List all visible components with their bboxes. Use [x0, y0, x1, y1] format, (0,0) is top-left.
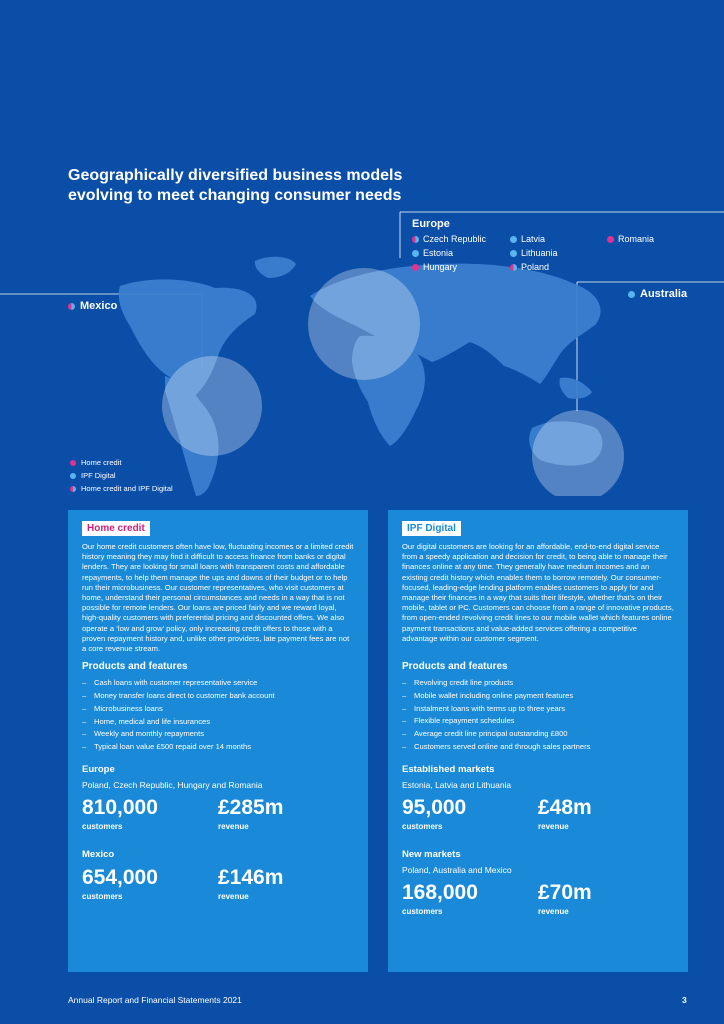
page-title: Geographically diversified business models evolving to meet changing consumer needs: [68, 167, 403, 204]
customers-label: customers: [402, 906, 443, 916]
feature-item: – Flexible repayment schedules: [402, 715, 674, 728]
feature-item: – Instalment loans with terms up to three years: [402, 703, 674, 716]
home-credit-and-ipf-dot: [68, 303, 75, 310]
customers-label: customers: [82, 892, 123, 902]
country-lithuania: Lithuania: [510, 248, 607, 258]
country-hungary: Hungary: [412, 262, 510, 272]
country-latvia: Latvia: [510, 234, 607, 244]
revenue-label: revenue: [538, 821, 569, 831]
home-credit-features-heading: Products and features: [82, 661, 188, 673]
ipf-digital-dot: [628, 291, 635, 298]
home-credit-panel: [68, 510, 368, 972]
market-countries: Poland, Australia and Mexico: [402, 864, 512, 875]
home-credit-and-ipf-dot: [412, 236, 419, 243]
revenue-value: £48m: [538, 795, 592, 819]
country-estonia: Estonia: [412, 248, 510, 258]
customers-label: customers: [402, 821, 443, 831]
ipf-digital-tag: IPF Digital: [402, 521, 461, 536]
feature-item: – Weekly and monthly repayments: [82, 728, 354, 741]
home-credit-and-ipf-dot: [70, 486, 76, 492]
home-credit-dot: [70, 460, 76, 466]
home-credit-features: [82, 677, 354, 754]
revenue-label: revenue: [218, 822, 249, 832]
revenue-label: revenue: [538, 906, 569, 916]
mexico-label: Mexico: [68, 300, 117, 312]
feature-item: – Cash loans with customer representative service: [82, 677, 354, 690]
ipf-digital-dot: [510, 250, 517, 257]
customers-value: 168,000: [402, 880, 478, 904]
market-stats: [402, 881, 674, 916]
home-credit-and-ipf-dot: [510, 264, 517, 271]
market-stats: [402, 796, 674, 831]
australia-highlight: [532, 410, 624, 496]
country-poland: Poland: [510, 262, 607, 272]
market-countries: Estonia, Latvia and Lithuania: [402, 779, 512, 790]
ipf-digital-dot: [70, 473, 76, 479]
legend-both: Home credit and IPF Digital: [70, 482, 173, 495]
feature-item: – Average credit line principal outstanding £800: [402, 728, 674, 741]
legend-ipf-digital: IPF Digital: [70, 469, 173, 482]
market-heading: New markets: [402, 848, 461, 860]
feature-item: – Home, medical and life insurances: [82, 716, 354, 729]
ipf-digital-description: Our digital customers are looking for an affordable, end-to-end digital service from a speedy application and decision for credit, to being able to manage their finances online at any time. They generally have medium incomes and an existing credit history which enables them to borrow remotely. Our consumer-focused, leading-edge lending platform enables customers to apply for and manage their finances in a way that suits their lifestyle, whether that’s on their mobile, tablet or PC. Customers can choose from a range of innovative products, from open-ended revolving credit lines to our mobile wallet which features online payment transactions and value-added services offering a competitive advantage within our customer segment.: [402, 542, 674, 643]
home-credit-dot: [607, 236, 614, 243]
revenue-value: £70m: [538, 880, 592, 904]
europe-label: Europe: [412, 218, 450, 230]
feature-item: – Typical loan value £500 repaid over 14 months: [82, 741, 354, 754]
feature-item: – Money transfer loans direct to customer bank account: [82, 690, 354, 703]
country-romania: Romania: [607, 234, 682, 244]
feature-item: – Mobile wallet including online payment features: [402, 690, 674, 703]
market-stats: [82, 866, 354, 901]
market-heading: Established markets: [402, 763, 495, 775]
revenue-value: £146m: [218, 866, 284, 890]
market-heading: Europe: [82, 764, 115, 776]
legend-home-credit: Home credit: [70, 456, 173, 469]
home-credit-dot: [412, 264, 419, 271]
europe-country-list: [412, 234, 682, 272]
ipf-digital-features-heading: Products and features: [402, 661, 508, 673]
feature-item: – Customers served online and through sales partners: [402, 741, 674, 754]
market-stats: [82, 796, 354, 831]
australia-label: Australia: [628, 288, 687, 300]
customers-value: 95,000: [402, 795, 467, 819]
mexico-highlight: [162, 356, 262, 456]
customers-label: customers: [82, 822, 123, 832]
feature-item: – Microbusiness loans: [82, 703, 354, 716]
country-czech: Czech Republic: [412, 234, 510, 244]
ipf-digital-dot: [412, 250, 419, 257]
customers-value: 654,000: [82, 866, 158, 890]
customers-value: 810,000: [82, 796, 158, 820]
map-legend: [70, 456, 173, 495]
revenue-value: £285m: [218, 796, 284, 820]
ipf-digital-features: [402, 677, 674, 754]
feature-item: – Revolving credit line products: [402, 677, 674, 690]
ipf-digital-panel: [388, 510, 688, 972]
ipf-digital-dot: [510, 236, 517, 243]
footer-text: Annual Report and Financial Statements 2021: [68, 995, 242, 1005]
market-countries: Poland, Czech Republic, Hungary and Romania: [82, 780, 263, 791]
home-credit-description: Our home credit customers often have low, fluctuating incomes or a limited credit history meaning they may find it difficult to access finance from banks or digital lenders. They are looking for small loans with transparent costs and affordable repayments, to help them manage the ups and downs of their budget or to help run their microbusiness. Our customer representatives, who visit customers at home, understand their personal circumstances and needs in a way that is not possible for remote lenders. Our loans are priced fairly and we reward loyal, high-quality customers with preferential pricing and discounted offers. We also operate a ‘low and grow’ policy, only increasing credit offers to those with a proven repayment history and, unlike other providers, late payment fees are not a core revenue stream.: [82, 542, 354, 654]
home-credit-tag: Home credit: [82, 521, 150, 536]
page-number: 3: [682, 995, 687, 1005]
europe-highlight: [308, 268, 420, 380]
revenue-label: revenue: [218, 892, 249, 902]
market-heading: Mexico: [82, 849, 115, 861]
